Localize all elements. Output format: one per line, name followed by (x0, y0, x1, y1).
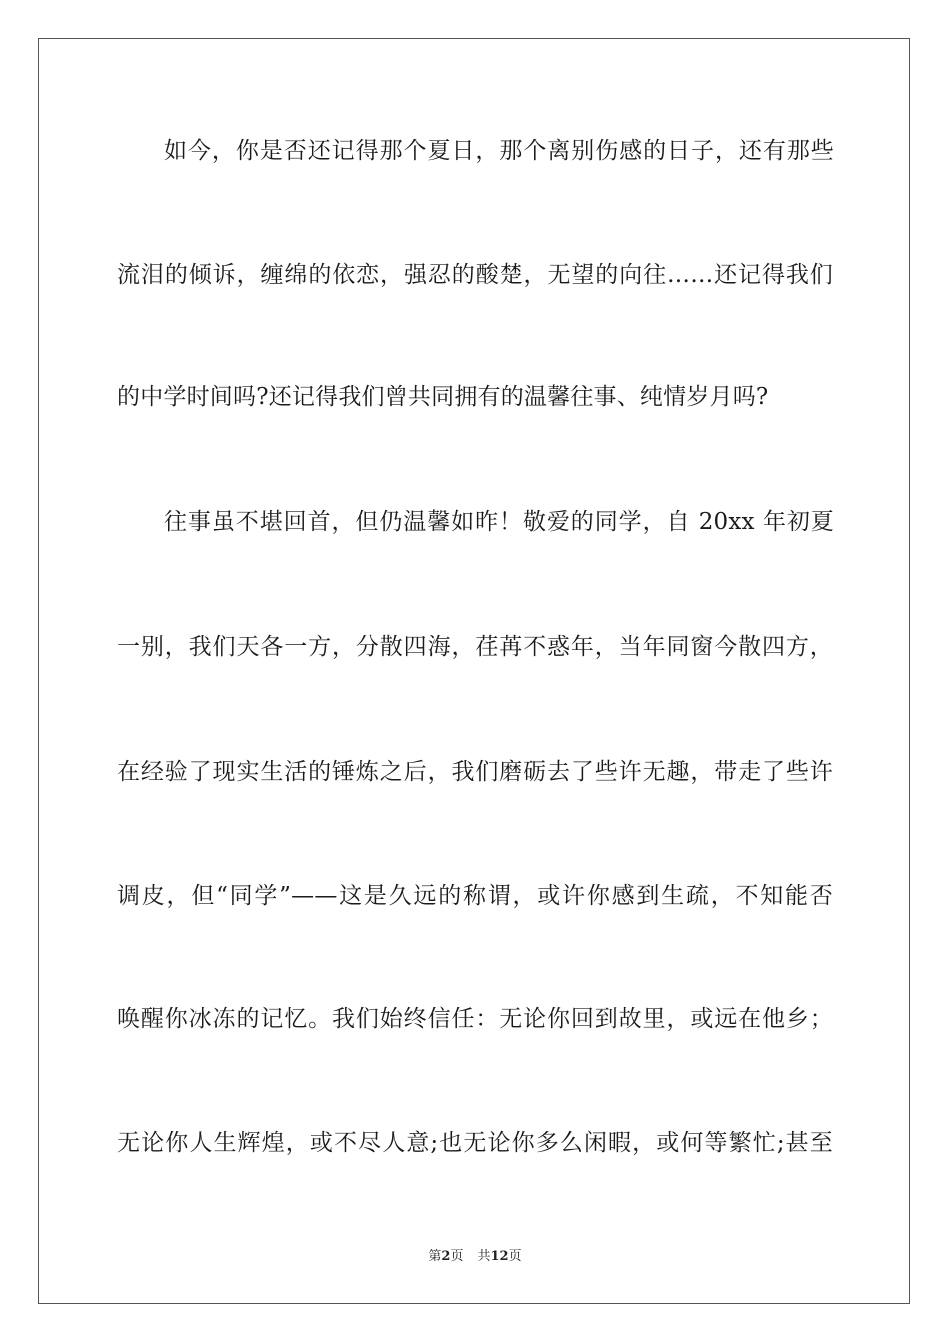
page-total-number: 12 (490, 1249, 509, 1264)
paragraph-line: 的中学时间吗?还记得我们曾共同拥有的温馨往事、纯情岁月吗? (117, 384, 769, 410)
paragraph-line: 如今，你是否还记得那个夏日，那个离别伤感的日子，还有那些 (164, 138, 834, 164)
paragraph-line: 无论你人生辉煌，或不尽人意;也无论你多么闲暇，或何等繁忙;甚至 (117, 1130, 833, 1156)
paragraph-line: 在经验了现实生活的锤炼之后，我们磨砺去了些许无趣，带走了些许 (117, 759, 833, 785)
total-suffix: 页 (508, 1249, 522, 1264)
total-prefix: 共 (477, 1249, 491, 1264)
page-footer (0, 1248, 950, 1266)
page-suffix: 页 (450, 1249, 464, 1264)
page-border (38, 38, 910, 1304)
paragraph-line: 调皮，但“同学”——这是久远的称谓，或许你感到生疏，不知能否 (117, 883, 833, 909)
page-current-number: 2 (441, 1249, 451, 1264)
paragraph-line: 一别，我们天各一方，分散四海，荏苒不惑年，当年同窗今散四方， (117, 634, 833, 660)
paragraph-line: 流泪的倾诉，缠绵的依恋，强忍的酸楚，无望的向往……还记得我们 (117, 262, 833, 288)
paragraph-line: 唤醒你冰冻的记忆。我们始终信任：无论你回到故里，或远在他乡； (117, 1006, 833, 1032)
paragraph-line: 往事虽不堪回首，但仍温馨如昨！敬爱的同学，自 20xx 年初夏 (164, 509, 834, 535)
page-prefix: 第 (428, 1249, 442, 1264)
